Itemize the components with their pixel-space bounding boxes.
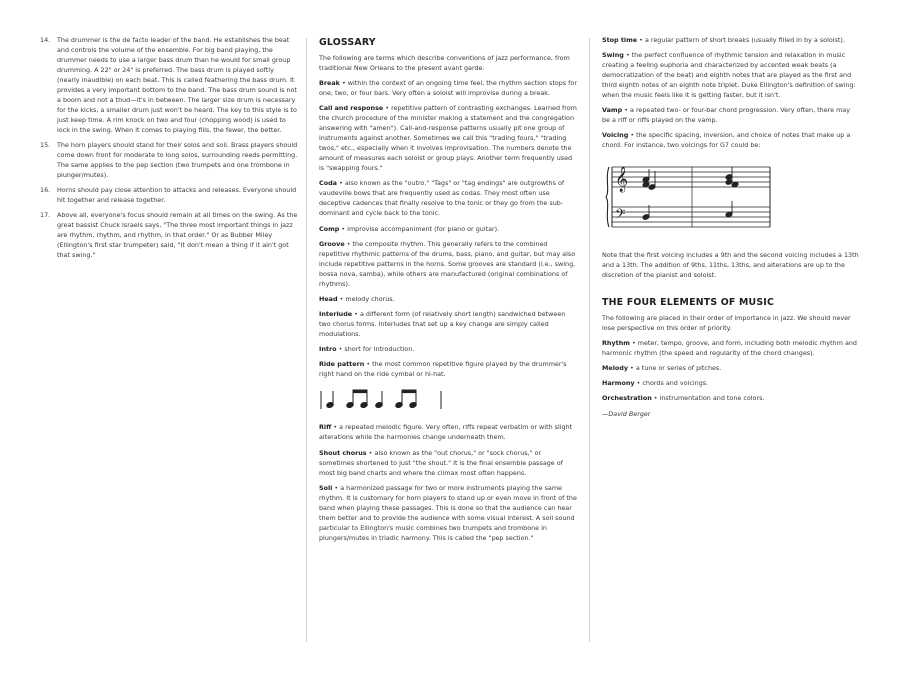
four-elements-intro: The following are placed in their order of importance in jazz. We should never lose perspective on this order of priority. [602, 313, 851, 332]
item-text: Above all, everyone's focus should remain at all times on the swing. As the great bassist Chuck Israels says, "The three most important things in jazz are rhythm, rhythm, and rhythm, in that order." Or as Bubber Miley (Ellington's first star trumpeter) said, "It don't mean a thing if it ain't got that swing." [57, 211, 298, 260]
term-separator: • [344, 239, 353, 248]
element-term: Orchestration [602, 394, 652, 403]
term-separator: • [629, 338, 638, 347]
list-item [40, 141, 298, 181]
item-number: 14. [40, 36, 51, 44]
ride-pattern-rhythm-figure [319, 388, 459, 412]
term-separator: • [364, 360, 373, 369]
glossary-term: Intro [319, 345, 337, 354]
term-separator: • [651, 394, 660, 403]
item-number: 15. [40, 141, 51, 150]
glossary-entry [319, 295, 577, 305]
glossary-term: Shout chorus [319, 448, 367, 457]
glossary-entry [319, 345, 577, 355]
term-separator: • [622, 106, 630, 115]
term-separator: • [637, 36, 645, 44]
column-divider [589, 38, 590, 642]
term-separator: • [336, 179, 345, 188]
glossary-term: Groove [319, 239, 345, 248]
glossary-definition: also known as the "out chorus," or "sock chorus," or sometimes shortened to just "the shout." It is the final ensemble passage of most big band charts and where the climax most often happens. [319, 448, 563, 477]
bass-clef-icon: 𝄢 [615, 205, 626, 225]
glossary-entry [319, 310, 577, 340]
glossary-term: Vamp [602, 106, 623, 115]
glossary-entry [319, 104, 577, 174]
section-spacer [602, 286, 860, 297]
numbered-tips-column [40, 36, 298, 266]
g7-voicings-staff-figure [604, 161, 774, 239]
glossary-continued-column [602, 36, 860, 420]
glossary-entry [319, 225, 577, 235]
numbered-tips-list [40, 36, 298, 261]
glossary-definition: a harmonized passage for two or more instruments playing the same rhythm. It is customary for horn players to stand up or even move in front of the band when playing these passages. This is done so that the audience can hear them better and to provide the audience with some visual interest. A soli sound particular to Ellington's music combines two trumpets and trombone in plungers/mutes in triadic harmony. This is called the "pep section." [319, 483, 577, 542]
element-term: Melody [602, 364, 629, 373]
column-divider [306, 38, 307, 642]
element-definition: instrumentation and tone colors. [659, 394, 765, 403]
term-separator: • [336, 345, 345, 354]
glossary-intro: The following are terms which describe conventions of jazz performance, from traditional New Orleans to the present avant garde. [319, 54, 570, 72]
quarter-note [326, 391, 334, 408]
glossary-term: Stop time [602, 36, 638, 44]
glossary-entry [602, 106, 860, 126]
treble-clef-icon: 𝄞 [615, 166, 629, 192]
term-separator: • [352, 309, 360, 318]
eighth-note-pair [395, 390, 417, 408]
glossary-term: Head [319, 294, 338, 303]
term-separator: • [623, 51, 632, 60]
term-separator: • [366, 448, 375, 457]
quarter-note [375, 391, 383, 408]
glossary-term: Call and response [319, 104, 384, 113]
glossary-term: Coda [319, 179, 337, 188]
glossary-definition: a repeated two- or four-bar chord progression. Very often, there may be a riff or riffs played on the vamp. [602, 106, 850, 125]
term-separator: • [634, 379, 643, 388]
glossary-definition: a different form (of relatively short length) sandwiched between two chorus forms. Interludes that set up a key change are simply called modulations. [319, 309, 566, 338]
glossary-entry [602, 51, 860, 101]
glossary-definition: the perfect confluence of rhythmic tension and relaxation in music creating a feeling euphoria and characterized by accented weak beats (a democratization of the beat) and eighth notes that are played as the first and third eighth notes of an eighth note triplet. Duke Ellington's definition of swing: when the music feels like it is getting faster, but it isn't. [602, 51, 856, 100]
element-entry [602, 364, 860, 374]
glossary-column [319, 36, 577, 549]
glossary-term: Swing [602, 51, 624, 60]
four-elements-heading: THE FOUR ELEMENTS OF MUSIC [602, 296, 775, 308]
glossary-entry [602, 36, 860, 46]
glossary-entry [319, 240, 577, 290]
glossary-definition: the most common repetitive figure played by the drummer's right hand on the ride cymbal or hi-hat. [319, 360, 567, 379]
glossary-definition: the specific spacing, inversion, and choice of notes that make up a chord. For instance, two voicings for G7 could be: [602, 131, 851, 150]
glossary-entry [319, 449, 577, 479]
glossary-term: Break [319, 79, 340, 88]
voicing-note: Note that the first voicing includes a 9th and the second voicing includes a 13th and a 13th. The addition of 9ths, 11ths, 13ths, and alterations are up to the discretion of the pianist and soloist. [602, 250, 859, 279]
element-term: Rhythm [602, 338, 630, 347]
glossary-definition: the composite rhythm. This generally refers to the combined repetitive rhythmic patterns of the drums, bass, piano, and guitar, but may also include repetitive patterns in the horns. Some grooves are standard (i.e., swing, bossa nova, samba), while others are manufactured (original combinations of rhythms). [319, 239, 576, 288]
term-separator: • [331, 423, 340, 432]
element-entry [602, 339, 860, 359]
glossary-term: Soli [319, 483, 333, 492]
element-definition: chords and voicings. [642, 379, 709, 388]
item-text: The drummer is the de facto leader of the band. He establishes the beat and controls the volume of the ensemble. For big band playing, the drummer needs to use a larger bass drum than he would for small group drumming. A 22" or 24" is preferred. The bass drum is played softly (nearly inaudible) on each beat. This is called feathering the bass drum. It provides a very important bottom to the band. The bass drum sound is not a boom and not a thud—it's in between. The larger size drum is necessary for the kicks, a smaller drum just won't be heard. The key to this style is to just keep time. A rim knock on two and four (chopping wood) is used to lock in the swing. When it comes to playing fills, the fewer, the better. [57, 36, 297, 134]
glossary-heading: GLOSSARY [319, 37, 376, 48]
list-item [40, 36, 298, 136]
glossary-entry [319, 360, 577, 380]
element-definition: a tune or series of pitches. [635, 364, 722, 373]
glossary-definition: repetitive pattern of contrasting exchanges. Learned from the church procedure of the minister making a statement and the congregation answering with "amen"). Call-and-response patterns usually pit one group of instruments against another. Sometimes we call this "trading fours," "trading twos," etc., especially when it involves improvisation. The numbers denote the amount of measures each soloist or group plays. Another term frequently used is "swapping fours." [319, 104, 577, 173]
element-definition: meter, tempo, groove, and form, including both melodic rhythm and harmonic rhythm (the speed and regularity of the chord changes). [602, 338, 857, 357]
glossary-definition: a regular pattern of short breaks (usually filled in by a soloist). [644, 36, 845, 44]
item-number: 17. [40, 211, 51, 220]
glossary-entry [319, 179, 577, 219]
item-number: 16. [40, 186, 51, 195]
item-text: The horn players should stand for their solos and soli. Brass players should come down front for moderate to long solos, surrounding reeds permitting. The same applies to the pep section (two trumpets and one trombone in plunger/mutes). [57, 141, 298, 179]
glossary-term: Ride pattern [319, 360, 365, 369]
second-voicing-chord [725, 167, 739, 218]
list-item [40, 211, 298, 261]
term-separator: • [628, 364, 636, 373]
glossary-definition: improvise accompaniment (for piano or guitar). [347, 224, 500, 233]
glossary-term: Interlude [319, 309, 353, 318]
glossary-term: Voicing [602, 131, 629, 140]
element-entry [602, 394, 860, 404]
term-separator: • [337, 294, 346, 303]
element-term: Harmony [602, 379, 635, 388]
glossary-entry [602, 131, 860, 151]
element-entry [602, 379, 860, 389]
term-separator: • [339, 79, 348, 88]
eighth-note-pair [346, 390, 368, 408]
glossary-definition: within the context of an ongoing time feel, the rhythm section stops for one, two, or four bars. Very often a soloist will improvise during a break. [319, 79, 577, 98]
term-separator: • [628, 131, 637, 140]
list-item [40, 186, 298, 206]
glossary-definition: a repeated melodic figure. Very often, riffs repeat verbatim or with slight alterations while the harmonies change underneath them. [319, 423, 573, 442]
glossary-definition: also known as the "outro." "Tags" or "tag endings" are outgrowths of vaudeville bows that are frequently used as codas. They most often use deceptive cadences that finally resolve to the tonic or they go from the sub-dominant and cycle back to the tonic. [319, 179, 565, 218]
term-separator: • [383, 104, 392, 113]
term-separator: • [332, 483, 341, 492]
glossary-definition: short for introduction. [344, 345, 415, 354]
attribution: —David Berger [602, 409, 651, 418]
term-separator: • [339, 224, 348, 233]
glossary-entry [319, 484, 577, 544]
glossary-term: Riff [319, 423, 332, 432]
glossary-entry [319, 423, 577, 443]
glossary-term: Comp [319, 224, 340, 233]
glossary-entry [319, 79, 577, 99]
item-text: Horns should pay close attention to attacks and releases. Everyone should hit together and release together. [57, 186, 297, 205]
glossary-definition: melody chorus. [345, 294, 395, 303]
